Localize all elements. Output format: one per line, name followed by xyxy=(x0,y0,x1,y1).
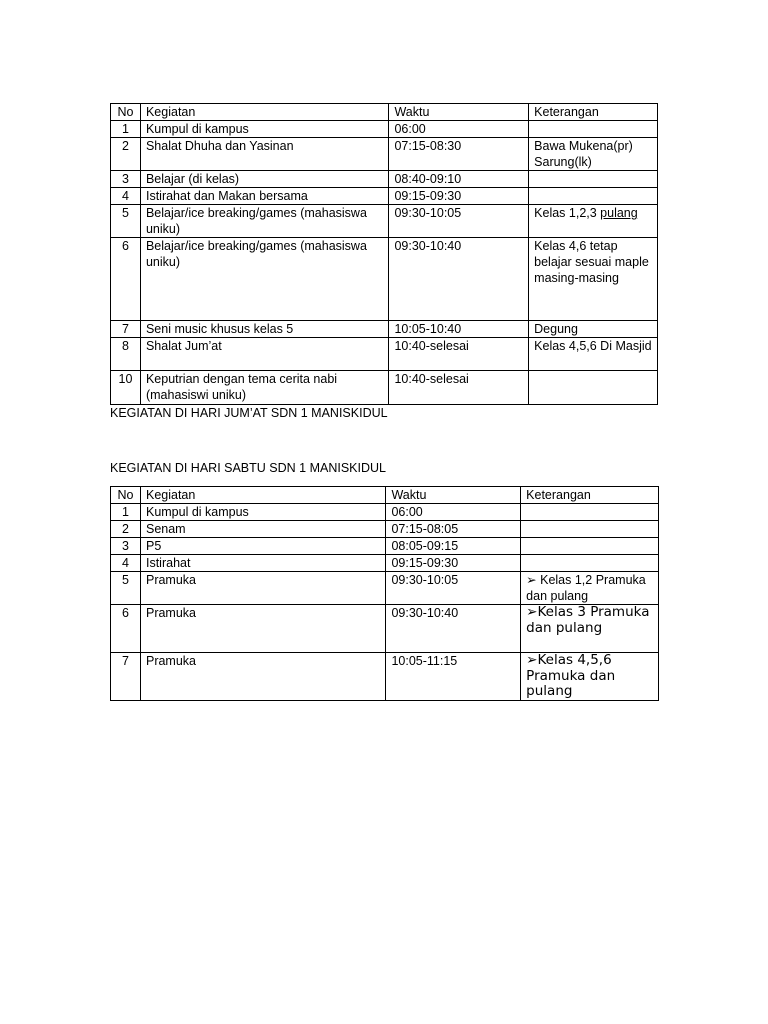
table-row xyxy=(111,371,658,405)
cell-keterangan: ➢ Kelas 1,2 Pramuka dan pulang xyxy=(521,572,659,605)
cell-keterangan xyxy=(521,605,659,653)
cell-no: 7 xyxy=(111,653,141,701)
cell-keterangan xyxy=(529,121,658,138)
cell-kegiatan: Belajar (di kelas) xyxy=(140,171,389,188)
cell-keterangan xyxy=(529,188,658,205)
cell-waktu: 10:05-10:40 xyxy=(389,321,529,338)
cell-keterangan xyxy=(521,538,659,555)
table-row xyxy=(111,321,658,338)
cell-kegiatan: Pramuka xyxy=(140,605,385,653)
cell-no: 2 xyxy=(111,138,141,171)
table-row xyxy=(111,238,658,321)
cell-keterangan xyxy=(529,171,658,188)
cell-kegiatan: Belajar/ice breaking/games (mahasiswa uniku) xyxy=(140,238,389,321)
cell-kegiatan: Kumpul di kampus xyxy=(140,121,389,138)
cell-kegiatan: Kumpul di kampus xyxy=(140,504,385,521)
keterangan-text: Kelas 1,2,3 xyxy=(534,206,601,220)
cell-waktu: 10:40-selesai xyxy=(389,338,529,371)
table-row xyxy=(111,121,658,138)
cell-no: 2 xyxy=(111,521,141,538)
header-kegiatan: Kegiatan xyxy=(140,487,385,504)
cell-waktu: 06:00 xyxy=(386,504,521,521)
cell-waktu: 08:40-09:10 xyxy=(389,171,529,188)
keterangan-underlined-text: pulang xyxy=(600,206,638,220)
table-row xyxy=(111,555,659,572)
cell-waktu: 09:30-10:05 xyxy=(389,205,529,238)
cell-waktu: 09:30-10:05 xyxy=(386,572,521,605)
cell-no: 5 xyxy=(111,205,141,238)
cell-no: 4 xyxy=(111,555,141,572)
cell-waktu: 07:15-08:05 xyxy=(386,521,521,538)
table-row xyxy=(111,205,658,238)
cell-waktu: 07:15-08:30 xyxy=(389,138,529,171)
table-row xyxy=(111,653,659,701)
header-no: No xyxy=(111,104,141,121)
cell-keterangan xyxy=(521,521,659,538)
cell-no: 10 xyxy=(111,371,141,405)
friday-schedule-table xyxy=(110,103,658,405)
cell-waktu: 10:05-11:15 xyxy=(386,653,521,701)
cell-waktu: 09:30-10:40 xyxy=(389,238,529,321)
cell-waktu: 09:30-10:40 xyxy=(386,605,521,653)
cell-keterangan: Bawa Mukena(pr) Sarung(lk) xyxy=(529,138,658,171)
cell-no: 7 xyxy=(111,321,141,338)
cell-no: 3 xyxy=(111,171,141,188)
table-row xyxy=(111,572,659,605)
table-row xyxy=(111,138,658,171)
cell-no: 6 xyxy=(111,605,141,653)
cell-waktu: 06:00 xyxy=(389,121,529,138)
keterangan-text: ➢Kelas 3 Pramuka dan pulang xyxy=(526,604,650,636)
cell-no: 1 xyxy=(111,121,141,138)
friday-caption: KEGIATAN DI HARI JUM’AT SDN 1 MANISKIDUL xyxy=(110,406,388,420)
header-keterangan: Keterangan xyxy=(521,487,659,504)
table-header-row xyxy=(111,487,659,504)
cell-kegiatan: Belajar/ice breaking/games (mahasiswa uniku) xyxy=(140,205,389,238)
cell-keterangan xyxy=(521,653,659,701)
cell-kegiatan: P5 xyxy=(140,538,385,555)
cell-keterangan: Kelas 4,6 tetap belajar sesuai maple masing-masing xyxy=(529,238,658,321)
cell-kegiatan: Shalat Jum’at xyxy=(140,338,389,371)
cell-no: 8 xyxy=(111,338,141,371)
cell-keterangan: Degung xyxy=(529,321,658,338)
cell-kegiatan: Pramuka xyxy=(140,653,385,701)
cell-no: 1 xyxy=(111,504,141,521)
keterangan-text: ➢Kelas 4,5,6 Pramuka dan pulang xyxy=(526,652,616,699)
cell-kegiatan: Seni music khusus kelas 5 xyxy=(140,321,389,338)
cell-kegiatan: Istirahat xyxy=(140,555,385,572)
header-no: No xyxy=(111,487,141,504)
table-row xyxy=(111,338,658,371)
cell-kegiatan: Keputrian dengan tema cerita nabi (mahasiswi uniku) xyxy=(140,371,389,405)
saturday-caption: KEGIATAN DI HARI SABTU SDN 1 MANISKIDUL xyxy=(110,461,386,475)
cell-no: 4 xyxy=(111,188,141,205)
cell-kegiatan: Pramuka xyxy=(140,572,385,605)
cell-kegiatan: Shalat Dhuha dan Yasinan xyxy=(140,138,389,171)
table-row xyxy=(111,605,659,653)
cell-waktu: 10:40-selesai xyxy=(389,371,529,405)
header-kegiatan: Kegiatan xyxy=(140,104,389,121)
cell-waktu: 09:15-09:30 xyxy=(386,555,521,572)
header-waktu: Waktu xyxy=(386,487,521,504)
table-row xyxy=(111,188,658,205)
cell-no: 6 xyxy=(111,238,141,321)
saturday-schedule-table xyxy=(110,486,659,701)
table-row xyxy=(111,171,658,188)
cell-no: 5 xyxy=(111,572,141,605)
header-waktu: Waktu xyxy=(389,104,529,121)
cell-kegiatan: Istirahat dan Makan bersama xyxy=(140,188,389,205)
cell-waktu: 09:15-09:30 xyxy=(389,188,529,205)
cell-keterangan xyxy=(521,504,659,521)
cell-waktu: 08:05-09:15 xyxy=(386,538,521,555)
table-row xyxy=(111,538,659,555)
table-row xyxy=(111,504,659,521)
cell-no: 3 xyxy=(111,538,141,555)
cell-keterangan xyxy=(521,555,659,572)
header-keterangan: Keterangan xyxy=(529,104,658,121)
cell-keterangan xyxy=(529,371,658,405)
table-row xyxy=(111,521,659,538)
table-header-row xyxy=(111,104,658,121)
cell-kegiatan: Senam xyxy=(140,521,385,538)
cell-keterangan xyxy=(529,205,658,238)
cell-keterangan: Kelas 4,5,6 Di Masjid xyxy=(529,338,658,371)
